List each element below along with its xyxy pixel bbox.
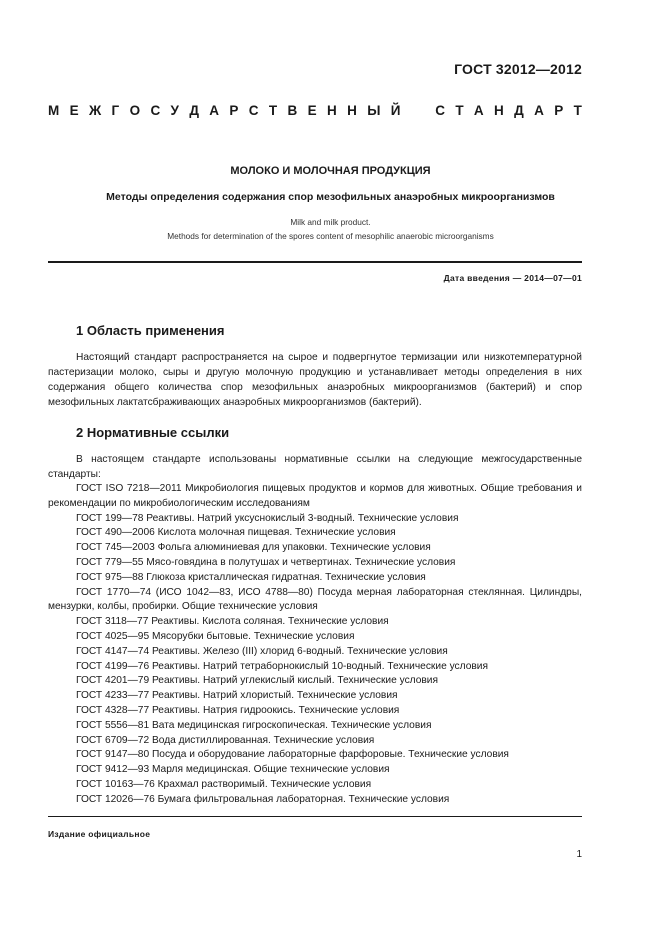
section-2-intro	[48, 452, 582, 482]
normative-reference-item: ГОСТ 4201—79 Реактивы. Натрий углекислый кислый. Технические условия	[76, 675, 439, 687]
normative-reference-item: ГОСТ 9147—80 Посуда и оборудование лабораторные фарфоровые. Технические условия	[76, 749, 509, 761]
normative-reference-item: ГОСТ 6709—72 Вода дистиллированная. Технические условия	[76, 734, 375, 746]
standard-type-letter: У	[170, 103, 179, 118]
normative-reference-item: ГОСТ 4328—77 Реактивы. Натрия гидроокись. Технические условия	[76, 704, 400, 716]
normative-reference-item: ГОСТ 199—78 Реактивы. Натрий уксуснокислый 3-водный. Технические условия	[76, 512, 459, 524]
normative-reference-item: ГОСТ 4147—74 Реактивы. Железо (III) хлорид 6-водный. Технические условия	[76, 645, 448, 657]
normative-reference-item: ГОСТ 4233—77 Реактивы. Натрий хлористый. Технические условия	[76, 690, 398, 702]
standard-type-letter: Н	[347, 103, 357, 118]
standard-type-letter: Т	[455, 103, 464, 118]
standard-type-letter: А	[473, 103, 484, 118]
document-subtitle: Методы определения содержания спор мезофильных анаэробных микроорганизмов	[106, 191, 555, 203]
standard-type-letter: Н	[494, 103, 504, 118]
standard-type-letter: Р	[229, 103, 239, 118]
normative-reference-item: ГОСТ 4199—76 Реактивы. Натрий тетраборнокислый 10-водный. Технические условия	[76, 660, 488, 672]
normative-reference-item: ГОСТ ISO 7218—2011 Микробиология пищевых продуктов и кормов для животных. Общие требования и рекомендации по микробиологическим исследованиям	[48, 483, 582, 509]
standard-type-letter: Е	[307, 103, 317, 118]
title-divider	[48, 261, 582, 263]
document-title: МОЛОКО И МОЛОЧНАЯ ПРОДУКЦИЯ	[230, 165, 431, 177]
standard-type-heading	[48, 103, 582, 118]
normative-reference-item: ГОСТ 12026—76 Бумага фильтровальная лабораторная. Технические условия	[76, 793, 450, 805]
standard-type-letter: Т	[573, 103, 582, 118]
edition-label: Издание официальное	[48, 829, 151, 839]
standard-type-letter: Д	[189, 103, 199, 118]
section-1-paragraph: Настоящий стандарт распространяется на сырое и подвергнутое термизации или низкотемпературной пастеризации молоко, сыры и другую молочную продукцию и устанавливает методы определения в них содержания общего количества спор мезофильных анаэробных микроорганизмов (бактерий) и спор мезофильных лактатсбраживающих анаэробных микроорганизмов (бактерий).	[48, 352, 582, 408]
normative-reference-item: ГОСТ 10163—76 Крахмал растворимый. Технические условия	[76, 778, 372, 790]
section-2-intro-paragraph: В настоящем стандарте использованы нормативные ссылки на следующие межгосударственные стандарты:	[48, 454, 582, 480]
normative-reference-item: ГОСТ 779—55 Мясо-говядина в полутушах и четвертинах. Технические условия	[76, 556, 456, 568]
normative-references-list	[48, 482, 582, 808]
footer-divider	[48, 816, 582, 817]
standard-type-letter: С	[248, 103, 259, 118]
normative-reference-item: ГОСТ 3118—77 Реактивы. Кислота соляная. Технические условия	[76, 616, 389, 628]
standard-type-letter: Р	[554, 103, 564, 118]
standard-type-letter: Ж	[88, 103, 102, 118]
normative-reference-item: ГОСТ 1770—74 (ИСО 1042—83, ИСО 4788—80) Посуда мерная лабораторная стеклянная. Цилиндры, мензурки, колбы, пробирки. Общие технические условия	[48, 586, 582, 613]
normative-reference-item: ГОСТ 4025—95 Мясорубки бытовые. Технические условия	[76, 630, 355, 642]
standard-type-letter: Г	[111, 103, 120, 118]
normative-reference-item: ГОСТ 9412—93 Марля медицинская. Общие технические условия	[76, 764, 390, 776]
standard-type-letter: Ы	[367, 103, 381, 118]
normative-reference-item: ГОСТ 745—2003 Фольга алюминиевая для упаковки. Технические условия	[76, 542, 431, 554]
standard-type-letter: Д	[514, 103, 524, 118]
standard-type-letter: Е	[69, 103, 79, 118]
standard-type-letter: С	[435, 103, 445, 118]
section-1-heading: 1 Область применения	[76, 323, 225, 338]
english-title-line-2: Methods for determination of the spores content of mesophilic anaerobic microorganisms	[167, 231, 494, 241]
standard-type-letter: М	[48, 103, 60, 118]
normative-reference-item: ГОСТ 490—2006 Кислота молочная пищевая. Технические условия	[76, 527, 396, 539]
normative-reference-item: ГОСТ 975—88 Глюкоза кристаллическая гидратная. Технические условия	[76, 571, 426, 583]
section-1-text	[48, 350, 582, 410]
standard-type-letter: Т	[268, 103, 278, 118]
standard-type-letter: Й	[390, 103, 401, 118]
introduction-date: Дата введения — 2014—07—01	[443, 273, 582, 283]
standard-type-letter: О	[129, 103, 141, 118]
standard-type-letter	[411, 103, 425, 118]
page-number: 1	[576, 849, 582, 860]
standard-type-letter: С	[150, 103, 161, 118]
standard-type-letter: Н	[326, 103, 337, 118]
gost-number: ГОСТ 32012—2012	[454, 61, 582, 77]
normative-reference-item: ГОСТ 5556—81 Вата медицинская гигроскопическая. Технические условия	[76, 719, 432, 731]
standard-type-letter: А	[209, 103, 220, 118]
standard-type-letter: В	[287, 103, 298, 118]
standard-type-letter: А	[534, 103, 544, 118]
section-2-heading: 2 Нормативные ссылки	[76, 425, 230, 440]
english-title-line-1: Milk and milk product.	[290, 217, 371, 227]
